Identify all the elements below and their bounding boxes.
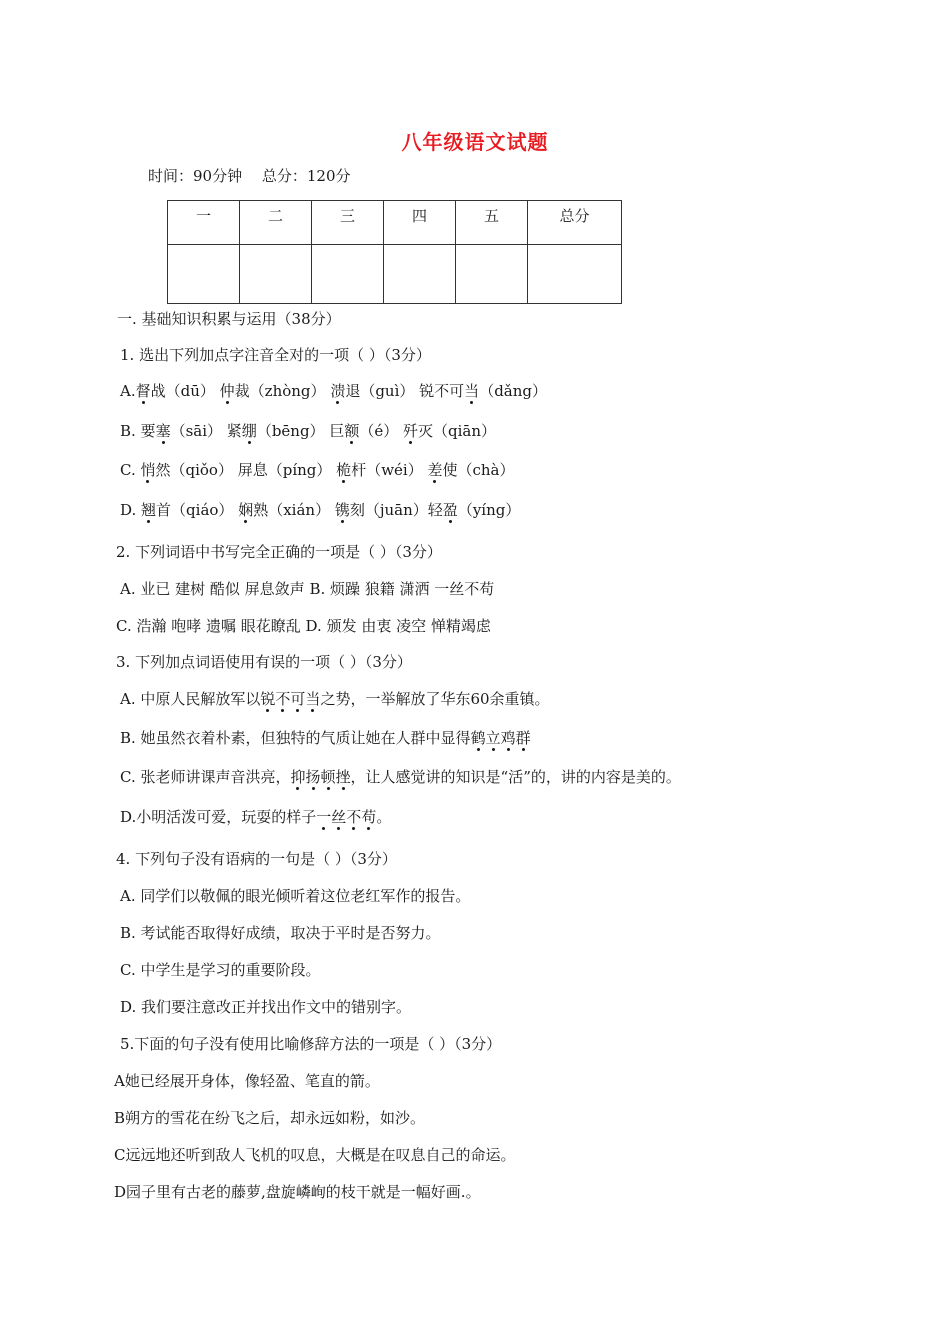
score-header-cell: 二 xyxy=(240,201,312,245)
dotted-phrase xyxy=(290,768,350,786)
dotted-char: 差 xyxy=(427,461,443,479)
option-text: （é） xyxy=(359,422,403,440)
score-entry-cell[interactable] xyxy=(456,245,528,304)
question-3-option-d xyxy=(120,807,391,827)
dotted-char: 仲 xyxy=(219,382,235,400)
dotted-char: 群 xyxy=(515,729,531,747)
question-1-option-b xyxy=(120,421,496,441)
dotted-char: 扬 xyxy=(305,768,321,786)
option-text: B. 她虽然衣着朴素，但独特的气质让她在人群中显得 xyxy=(120,729,471,747)
question-4-option-c: C. 中学生是学习的重要阶段。 xyxy=(120,961,321,979)
dotted-char: 镌 xyxy=(334,501,350,519)
option-text: 刻（juān）轻 xyxy=(349,501,443,519)
question-2-options-cd: C. 浩瀚 咆哮 遗嘱 眼花瞭乱 D. 颁发 由衷 凌空 惮精竭虑 xyxy=(116,617,491,635)
dotted-char: 塞 xyxy=(155,422,171,440)
question-3-option-b xyxy=(120,728,531,748)
dotted-char: 歼 xyxy=(403,422,419,440)
score-entry-cell[interactable] xyxy=(528,245,622,304)
option-text: 灭（qiān） xyxy=(418,422,497,440)
score-entry-cell[interactable] xyxy=(312,245,384,304)
dotted-char: 盈 xyxy=(442,501,458,519)
score-header-cell: 五 xyxy=(456,201,528,245)
question-4-option-b: B. 考试能否取得好成绩，取决于平时是否努力。 xyxy=(120,924,441,942)
option-text: 退（guì） 锐不可 xyxy=(345,382,465,400)
score-header-cell: 总分 xyxy=(528,201,622,245)
dotted-char: 溃 xyxy=(330,382,346,400)
question-5-option-d: D园子里有古老的藤萝,盘旋嶙峋的枝干就是一幅好画.。 xyxy=(114,1183,481,1201)
dotted-char: 顿 xyxy=(320,768,336,786)
score-entry-cell[interactable] xyxy=(168,245,240,304)
dotted-char: 鹤 xyxy=(470,729,486,747)
option-text: C. 张老师讲课声音洪亮， xyxy=(120,768,291,786)
score-table-entry-row xyxy=(168,245,622,304)
dotted-phrase xyxy=(316,808,376,826)
score-entry-cell[interactable] xyxy=(384,245,456,304)
question-2-stem: 2. 下列词语中书写完全正确的一项是（ ）（3分） xyxy=(116,543,442,561)
dotted-char: 当 xyxy=(305,690,321,708)
option-text: 杆（wéi） xyxy=(351,461,428,479)
score-header-cell: 三 xyxy=(312,201,384,245)
section-heading: 一. 基础知识积累与运用（38分） xyxy=(117,310,341,328)
question-5-option-b: B朔方的雪花在纷飞之后，却永远如粉，如沙。 xyxy=(114,1109,426,1127)
dotted-char: 当 xyxy=(464,382,480,400)
score-table xyxy=(167,200,622,304)
option-text: （sāi） 紧 xyxy=(170,422,242,440)
option-text: 。 xyxy=(376,808,392,826)
option-text: 熟（xián） xyxy=(253,501,335,519)
score-header-cell: 四 xyxy=(384,201,456,245)
question-3-option-a xyxy=(120,689,550,709)
dotted-char: 额 xyxy=(344,422,360,440)
question-3-stem: 3. 下列加点词语使用有误的一项（ ）（3分） xyxy=(116,653,412,671)
option-text: 战（dū） xyxy=(150,382,220,400)
dotted-char: 锐 xyxy=(260,690,276,708)
exam-meta: 时间：90分钟 总分：120分 xyxy=(148,167,351,185)
question-1-option-c xyxy=(120,460,515,480)
dotted-char: 立 xyxy=(485,729,501,747)
option-text: （yíng） xyxy=(457,501,521,519)
question-2-options-ab: A. 业已 建树 酷似 屏息敛声 B. 烦躁 狼籍 潇洒 一丝不苟 xyxy=(120,580,495,598)
question-5-stem: 5.下面的句子没有使用比喻修辞方法的一项是（ ）（3分） xyxy=(120,1035,502,1053)
dotted-char: 一 xyxy=(316,808,332,826)
dotted-char: 挫 xyxy=(335,768,351,786)
dotted-phrase xyxy=(260,690,320,708)
dotted-phrase xyxy=(471,729,531,747)
dotted-char: 桅 xyxy=(336,461,352,479)
dotted-char: 抑 xyxy=(290,768,306,786)
question-5-option-c: C远远地还听到敌人飞机的叹息，大概是在叹息自己的命运。 xyxy=(114,1146,516,1164)
question-5-option-a: A她已经展开身体，像轻盈、笔直的箭。 xyxy=(114,1072,380,1090)
option-text: 裁（zhòng） xyxy=(234,382,331,400)
dotted-char: 鸡 xyxy=(500,729,516,747)
dotted-char: 娴 xyxy=(238,501,254,519)
option-text: 之势，一举解放了华东60余重镇。 xyxy=(320,690,550,708)
question-1-option-a xyxy=(120,381,547,401)
option-label: B. 要 xyxy=(120,422,156,440)
question-4-option-a: A. 同学们以敬佩的眼光倾听着这位老红军作的报告。 xyxy=(120,887,471,905)
option-label: D. xyxy=(120,501,142,519)
dotted-char: 不 xyxy=(346,808,362,826)
score-header-cell: 一 xyxy=(168,201,240,245)
question-4-option-d: D. 我们要注意改正并找出作文中的错别字。 xyxy=(120,998,412,1016)
dotted-char: 丝 xyxy=(331,808,347,826)
option-text: A. 中原人民解放军以 xyxy=(120,690,261,708)
dotted-char: 悄 xyxy=(140,461,156,479)
option-text: （dǎng） xyxy=(479,382,547,400)
option-text: （bēng） 巨 xyxy=(256,422,345,440)
question-4-stem: 4. 下列句子没有语病的一句是（ ）（3分） xyxy=(116,850,397,868)
option-label: C. xyxy=(120,461,141,479)
option-label: A. xyxy=(120,382,136,400)
option-text: 使（chà） xyxy=(442,461,515,479)
score-entry-cell[interactable] xyxy=(240,245,312,304)
dotted-char: 翘 xyxy=(141,501,157,519)
option-text: ，让人感觉讲的知识是“活”的，讲的内容是美的。 xyxy=(350,768,681,786)
option-text: D.小明活泼可爱，玩耍的样子 xyxy=(120,808,317,826)
option-text: 首（qiáo） xyxy=(156,501,239,519)
dotted-char: 可 xyxy=(290,690,306,708)
dotted-char: 绷 xyxy=(241,422,257,440)
question-1-stem: 1. 选出下列加点字注音全对的一项（ ）（3分） xyxy=(120,346,431,364)
dotted-char: 督 xyxy=(135,382,151,400)
question-1-option-d xyxy=(120,500,520,520)
question-3-option-c xyxy=(120,767,681,787)
dotted-char: 不 xyxy=(275,690,291,708)
option-text: 然（qiǒo） 屏息（píng） xyxy=(155,461,337,479)
page-title: 八年级语文试题 xyxy=(401,130,549,154)
score-table-header-row xyxy=(168,201,622,245)
dotted-char: 苟 xyxy=(361,808,377,826)
